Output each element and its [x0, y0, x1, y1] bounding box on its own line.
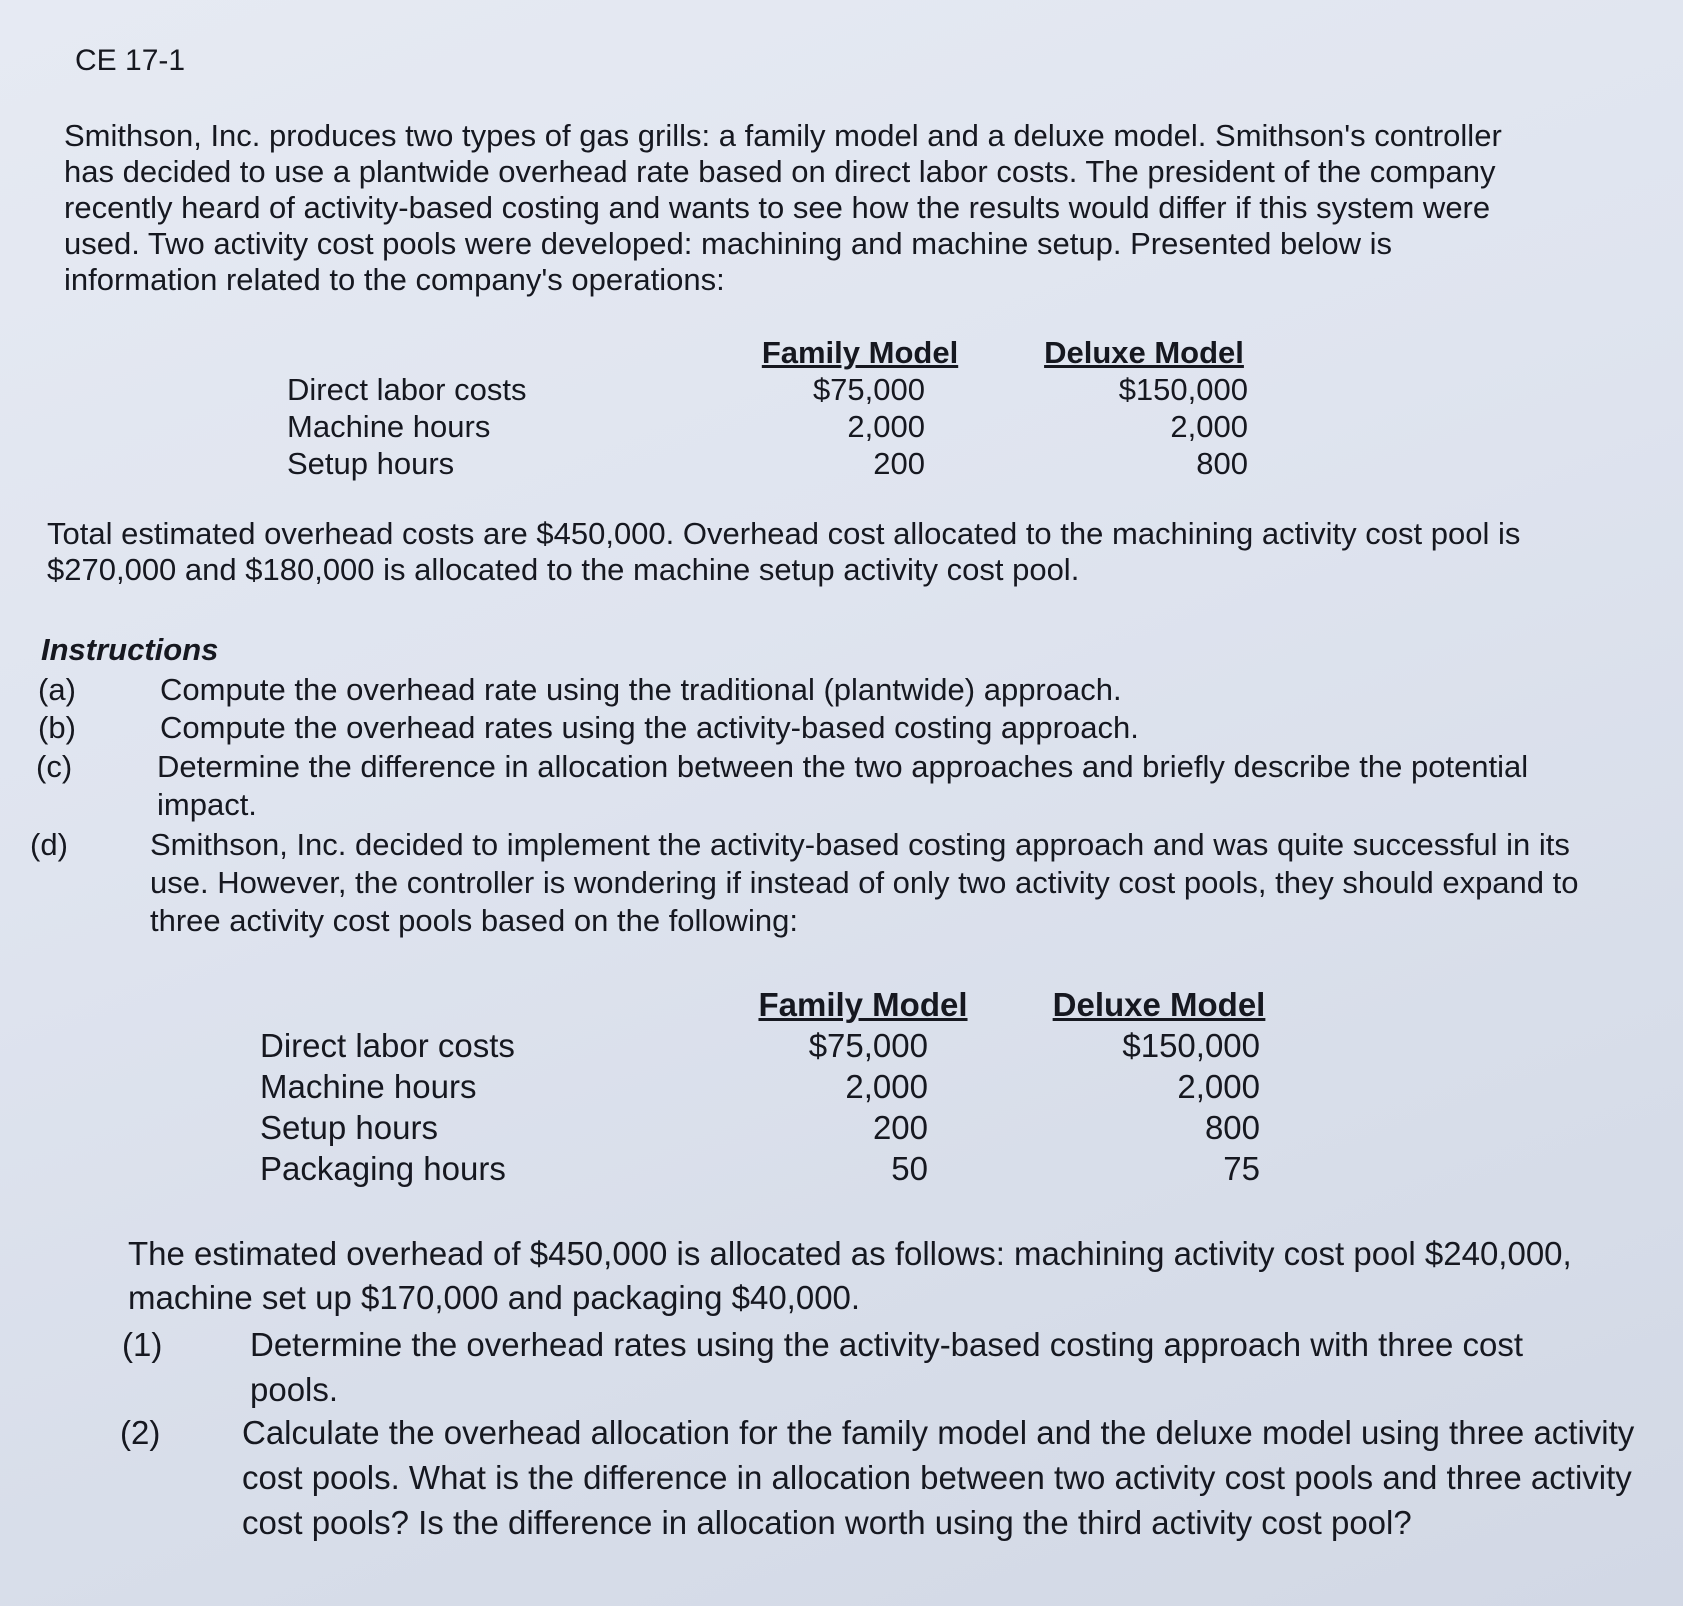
table-row — [260, 1107, 1290, 1148]
deluxe-value: 75 — [1223, 1150, 1260, 1187]
row-label: Setup hours — [260, 1109, 438, 1146]
deluxe-value: $150,000 — [1118, 372, 1248, 407]
row-label: Direct labor costs — [287, 372, 527, 407]
family-value: 50 — [891, 1150, 928, 1187]
family-value: $75,000 — [812, 372, 925, 407]
instruction-text: Compute the overhead rates using the activity-based costing approach. — [160, 710, 1139, 745]
column-header-family: Family Model — [761, 335, 959, 370]
instruction-label: (a) — [38, 672, 76, 707]
sub-item-text: Determine the overhead rates using the activity-based costing approach with three cost pools. — [250, 1326, 1524, 1408]
overhead-paragraph: Total estimated overhead costs are $450,000. Overhead cost allocated to the machining activity cost pool is $270,000 and $180,000 is allocated to the machine setup activity cost pool. — [47, 516, 1521, 587]
row-label: Direct labor costs — [260, 1027, 515, 1064]
instructions-title: Instructions — [41, 632, 219, 667]
allocation-paragraph: The estimated overhead of $450,000 is allocated as follows: machining activity cost pool $240,000, machine set up $170,000 and packaging $40,000. — [128, 1235, 1572, 1316]
operations-table — [287, 334, 1273, 482]
family-value: 200 — [873, 446, 925, 481]
table-row — [260, 1148, 1290, 1189]
instruction-label: (b) — [38, 710, 76, 745]
family-value: 2,000 — [845, 1068, 928, 1105]
table-row — [260, 1025, 1290, 1066]
row-label: Machine hours — [260, 1068, 477, 1105]
deluxe-value: $150,000 — [1122, 1027, 1260, 1064]
instruction-text: Smithson, Inc. decided to implement the activity-based costing approach and was quite successful in its use. However, the controller is wondering if instead of only two activity cost pools, they should expand to three activity cost pools based on the following: — [150, 827, 1579, 938]
table-header-row — [287, 334, 1273, 371]
expanded-operations-table — [260, 984, 1290, 1189]
row-label: Packaging hours — [260, 1150, 506, 1187]
family-value: 2,000 — [847, 409, 925, 444]
sub-item-text: Calculate the overhead allocation for the family model and the deluxe model using three activity cost pools. What is the difference in allocation between two activity cost pools and three activity cost pools? Is the difference in allocation worth using the third activity cost pool? — [242, 1414, 1635, 1541]
family-value: $75,000 — [808, 1027, 928, 1064]
sub-item-label: (1) — [122, 1326, 163, 1363]
column-header-family: Family Model — [758, 986, 968, 1023]
exercise-heading: CE 17-1 — [75, 44, 186, 77]
table-row — [260, 1066, 1290, 1107]
row-label: Setup hours — [287, 446, 455, 481]
deluxe-value: 800 — [1196, 446, 1248, 481]
deluxe-value: 2,000 — [1170, 409, 1248, 444]
table-row — [287, 445, 1273, 482]
instruction-label: (d) — [30, 827, 68, 862]
deluxe-value: 2,000 — [1177, 1068, 1260, 1105]
table-row — [287, 371, 1273, 408]
family-value: 200 — [872, 1109, 928, 1146]
table-row — [287, 408, 1273, 445]
instruction-text: Compute the overhead rate using the traditional (plantwide) approach. — [160, 672, 1122, 707]
instruction-text: Determine the difference in allocation between the two approaches and briefly describe the potential impact. — [157, 749, 1529, 822]
column-header-deluxe: Deluxe Model — [1044, 335, 1244, 370]
row-label: Machine hours — [287, 409, 491, 444]
intro-paragraph: Smithson, Inc. produces two types of gas grills: a family model and a deluxe model. Smithson's controller has decided to use a plantwide overhead rate based on direct labor costs. The president of the company recently heard of activity-based costing and wants to see how the results would differ if this system were used. Two activity cost pools were developed: machining and machine setup. Presented below is information related to the company's operations: — [64, 118, 1502, 297]
instruction-label: (c) — [36, 749, 73, 784]
deluxe-value: 800 — [1204, 1109, 1260, 1146]
sub-item-label: (2) — [120, 1414, 161, 1451]
column-header-deluxe: Deluxe Model — [1052, 986, 1266, 1023]
table-header-row — [260, 984, 1290, 1025]
